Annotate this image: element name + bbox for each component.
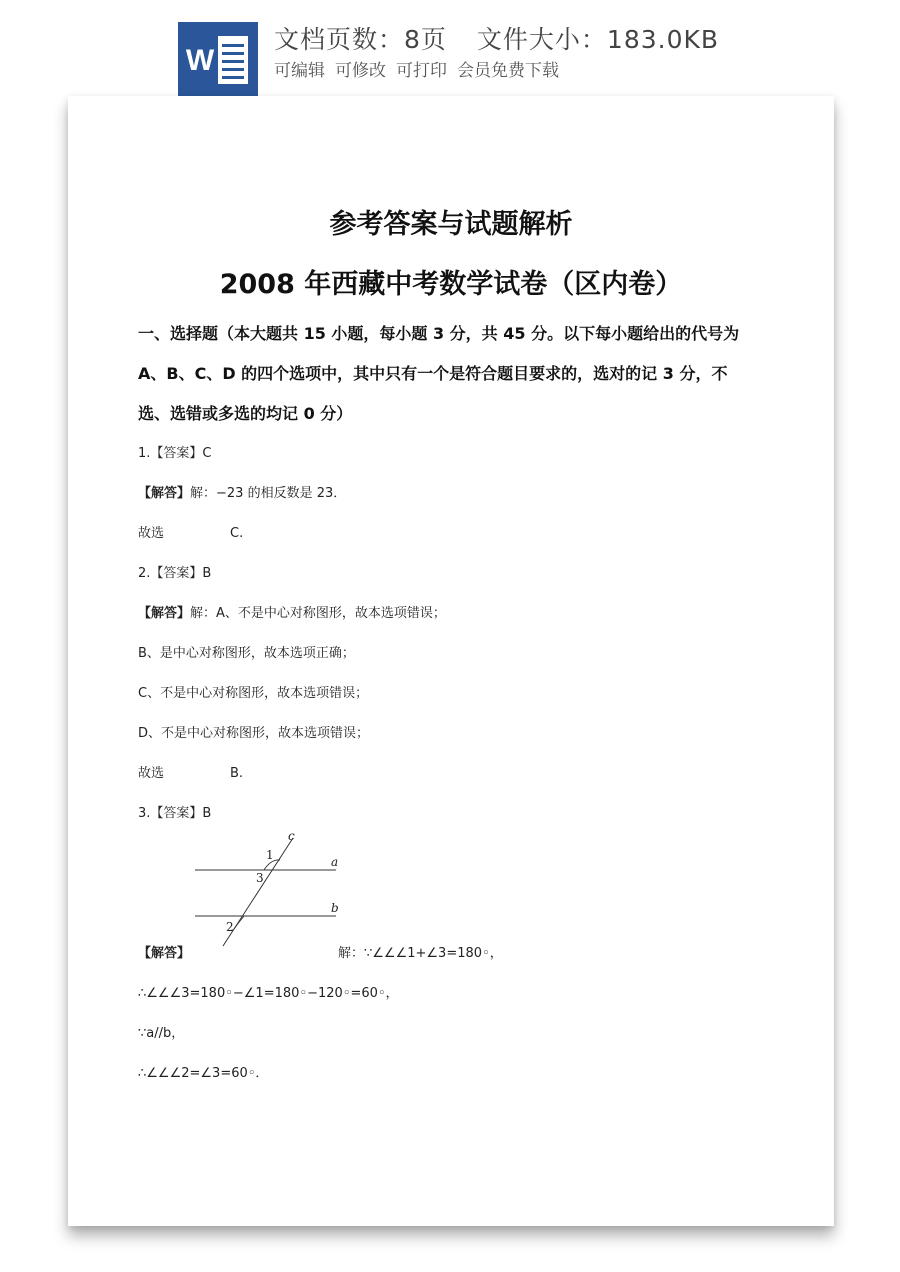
q3-line-2: ∵a//b，: [138, 1026, 185, 1041]
section-heading-line-1: 一、选择题（本大题共 15 小题，每小题 3 分，共 45 分。以下每小题给出的代号为: [138, 324, 740, 343]
doc-title: 参考答案与试题解析: [329, 209, 573, 240]
q2-line-c: C、不是中心对称图形，故本选项错误；: [138, 686, 369, 701]
q3-jieda-label: 【解答】: [138, 946, 191, 961]
feature-list: [274, 56, 569, 81]
label-c: c: [288, 830, 295, 843]
label-angle-3: 3: [256, 871, 264, 885]
document-page: [68, 96, 834, 1226]
q2-line-d: D、不是中心对称图形，故本选项错误；: [138, 726, 370, 741]
page-count: 文档页数：8页: [274, 25, 447, 54]
q3-line-1: ∴∠∠∠3=180◦−∠1=180◦−120◦=60◦，: [138, 986, 399, 1001]
q2-conclusion: 故选 B.: [138, 766, 244, 781]
download-banner: [0, 0, 900, 100]
word-document-icon: [178, 22, 258, 96]
q2-solution: 【解答】解：A、不是中心对称图形，故本选项错误；: [138, 606, 446, 621]
q3-line-3: ∴∠∠∠2=∠3=60◦．: [138, 1066, 269, 1081]
label-angle-1: 1: [266, 848, 274, 862]
section-heading-line-2: A、B、C、D 的四个选项中，其中只有一个是符合题目要求的，选对的记 3 分，不: [138, 364, 728, 383]
parallel-lines-figure: [193, 830, 353, 948]
file-size: 文件大小：183.0KB: [476, 25, 720, 54]
q1-conclusion: 故选 C.: [138, 526, 244, 541]
q3-answer: 3.【答案】B: [138, 806, 212, 821]
label-a: a: [331, 855, 339, 869]
svg-text:W: W: [185, 44, 215, 77]
label-b: b: [331, 901, 339, 915]
section-heading-line-3: 选、选错或多选的均记 0 分）: [138, 404, 353, 423]
q1-solution: 【解答】解：−23 的相反数是 23．: [138, 486, 347, 501]
feature-printable: 可打印: [396, 61, 447, 81]
angle-2-arc: [234, 916, 244, 929]
doc-subtitle: 2008 年西藏中考数学试卷（区内卷）: [219, 269, 683, 300]
label-angle-2: 2: [226, 920, 234, 934]
q3-solution: 解：∵∠∠∠1+∠3=180◦，: [338, 946, 503, 961]
feature-member-download: 会员免费下载: [457, 61, 559, 81]
file-info: [274, 20, 719, 56]
feature-editable: 可编辑: [274, 61, 325, 81]
q2-line-b: B、是中心对称图形，故本选项正确；: [138, 646, 355, 661]
q1-answer: 1.【答案】C: [138, 446, 212, 461]
feature-modifiable: 可修改: [335, 61, 386, 81]
q2-answer: 2.【答案】B: [138, 566, 212, 581]
